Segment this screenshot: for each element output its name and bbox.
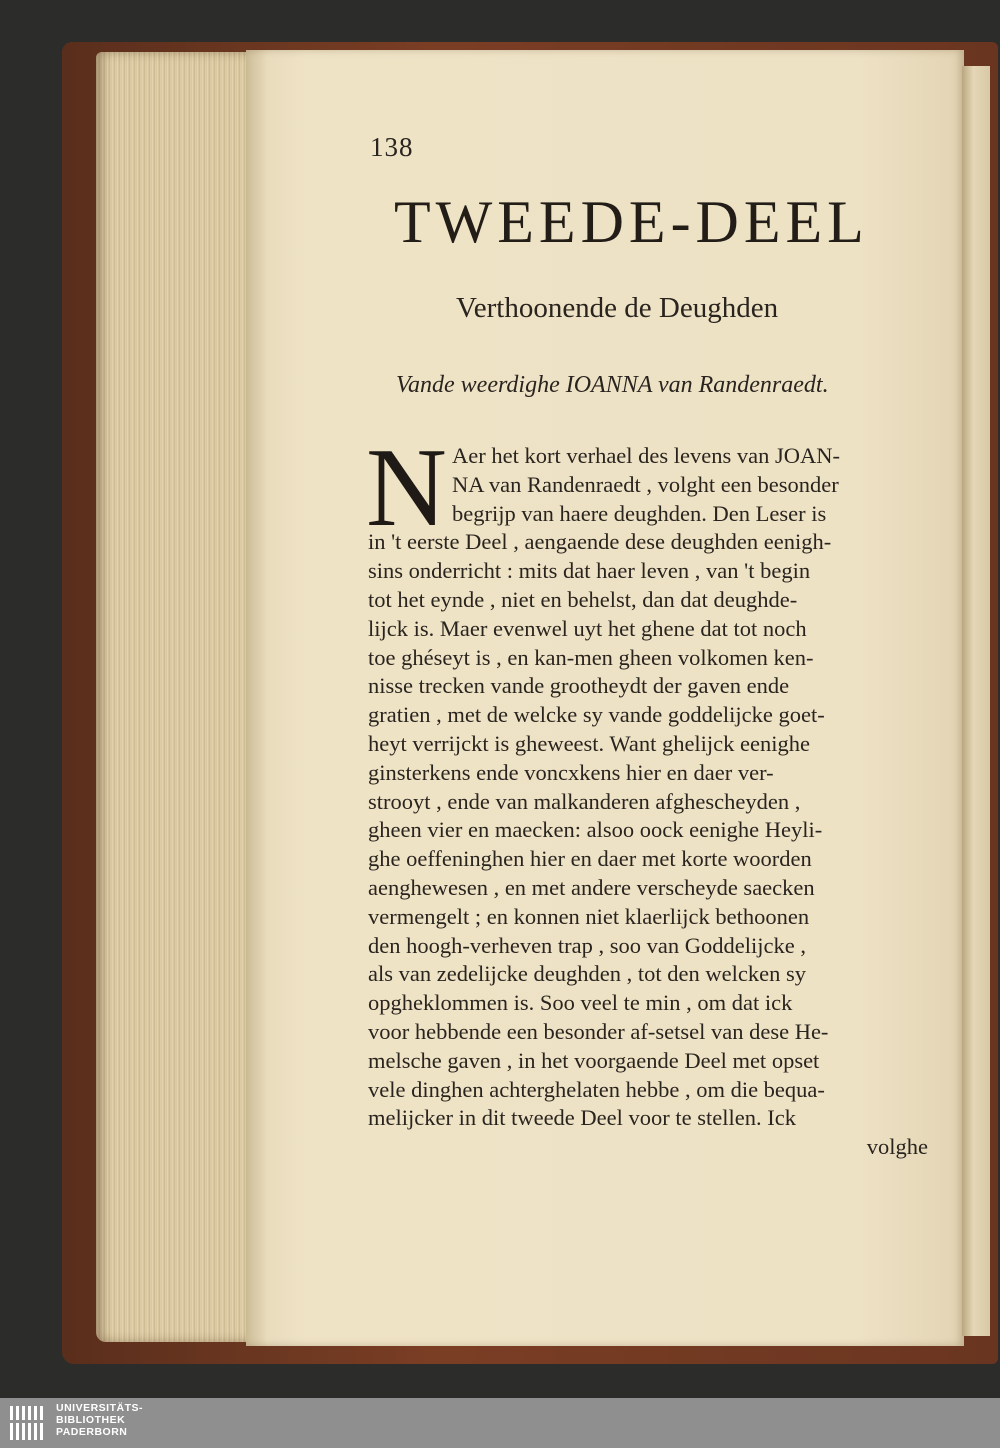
text-line: ghe oeffeninghen hier en daer met korte woorden [368,846,812,872]
text-line: aenghewesen , en met andere verscheyde saecken [368,874,815,900]
body-text [368,442,928,1162]
text-line: voor hebbende een besonder af-setsel van dese He- [368,1018,829,1044]
text-line: den hoogh-verheven trap , soo van Goddelijcke , [368,932,806,958]
page-edges [96,52,256,1342]
text-line: sins onderricht : mits dat haer leven , van 't begin [368,558,811,584]
library-logo-icon [4,1400,50,1446]
text-line: in 't eerste Deel , aengaende dese deughden eenigh- [368,529,832,555]
drop-cap: N [366,426,447,550]
catchword: volghe [866,1134,928,1160]
text-line: gratien , met de welcke sy vande goddelijcke goet- [368,702,825,728]
text-line: tot het eynde , niet en behelst, dan dat deughde- [368,586,798,612]
text-line: Aer het kort verhael des levens van JOAN- [452,443,840,468]
text-line: ginsterkens ende voncxkens hier en daer ver- [368,759,774,785]
text-line: NA van Randenraedt , volght een besonder [452,471,839,497]
text-line: melijcker in dit tweede Deel voor te stellen. Ick [368,1105,796,1131]
page-number: 138 [370,132,414,162]
page-subtitle-name: Vande weerdighe IOANNA van Randenraedt. [396,372,829,398]
text-line: toe ghéseyt is , en kan-men gheen volkomen ken- [368,644,814,670]
page-title: TWEEDE-DEEL [394,189,869,255]
text-line: heyt verrijckt is gheweest. Want ghelijck eenighe [368,730,811,756]
library-name: UNIVERSITÄTS- BIBLIOTHEK PADERBORN [56,1402,144,1438]
text-line: melsche gaven , in het voorgaende Deel met opset [368,1047,820,1073]
text-line: begrijp van haere deughden. Den Leser is [452,500,827,526]
text-line: strooyt , ende van malkanderen afghescheyden , [368,788,801,814]
text-line: lijck is. Maer evenwel uyt het ghene dat tot noch [368,615,807,641]
library-footer [0,1398,1000,1448]
text-line: nisse trecken vande grootheydt der gaven ende [368,673,790,699]
text-line: gheen vier en maecken: alsoo oock eenighe Heyli- [368,817,823,843]
text-line: als van zedelijcke deughden , tot den welcken sy [368,961,806,987]
text-line: vele dinghen achterghelaten hebbe , om die bequa- [368,1076,825,1102]
next-page-edge [962,66,990,1336]
text-line: opgheklommen is. Soo veel te min , om dat ick [368,990,793,1016]
text-line: vermengelt ; en konnen niet klaerlijck bethoonen [368,903,810,929]
page-subtitle: Verthoonende de Deughden [456,292,779,324]
